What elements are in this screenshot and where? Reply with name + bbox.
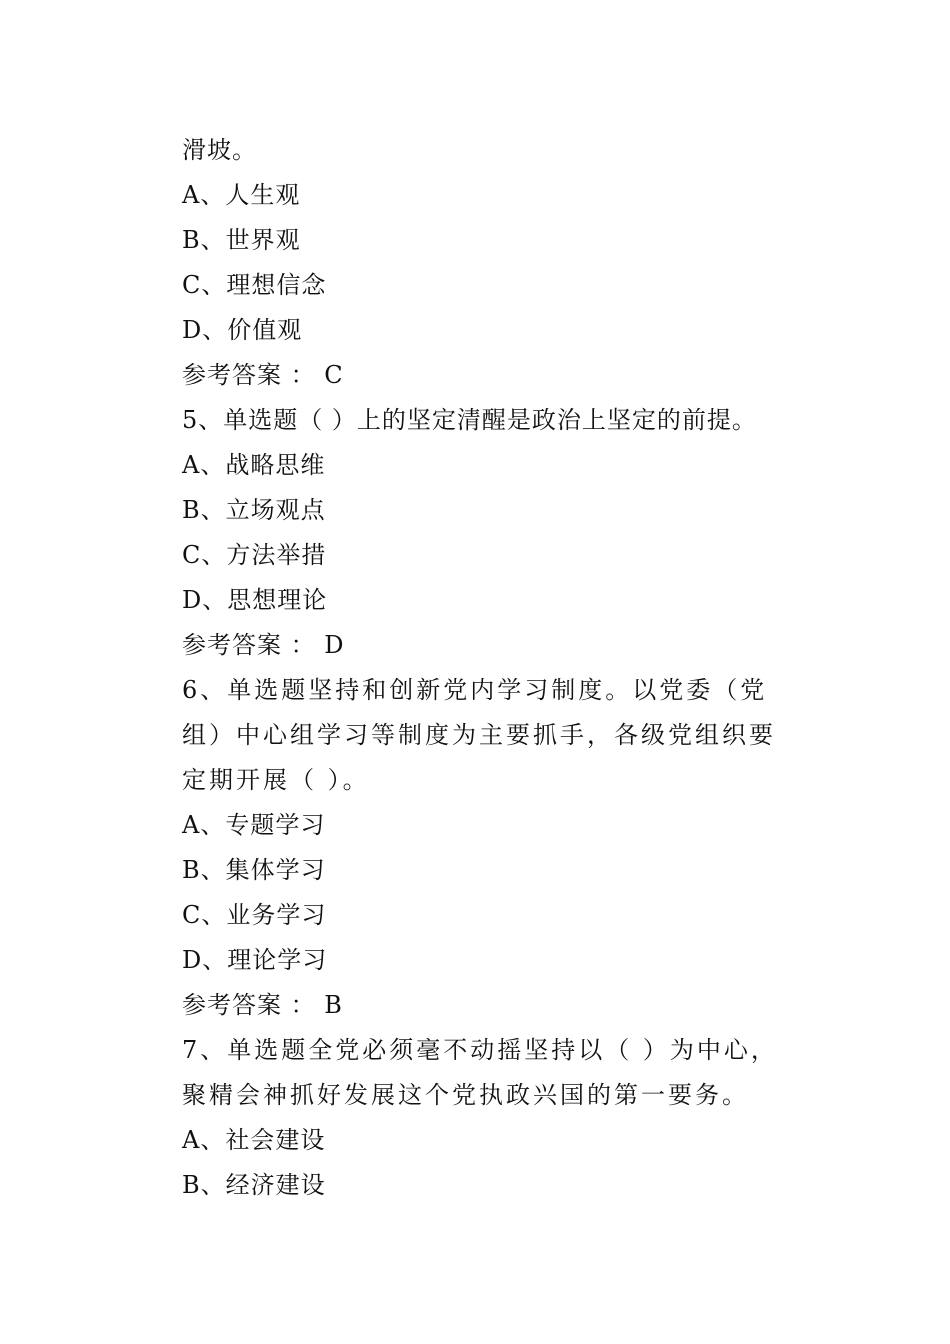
question-5-option-d: D、思想理论 [182, 586, 328, 614]
question-5-option-b: B、立场观点 [182, 496, 326, 524]
question-5-option-a: A、战略思维 [182, 451, 326, 479]
question-6-stem: 6、单选题坚持和创新党内学习制度。以党委（党组）中心组学习等制度为主要抓手，各级党组织要定期开展（ ）。 [182, 676, 776, 794]
document-page [182, 128, 782, 1208]
question-6-option-a: A、专题学习 [182, 811, 326, 839]
question-4-answer: 参考答案 ： C [182, 361, 344, 389]
question-4-option-c: C、理想信念 [182, 271, 327, 299]
question-7-option-a: A、社会建设 [182, 1126, 326, 1154]
question-6-option-c: C、业务学习 [182, 901, 327, 929]
question-6-option-d: D、理论学习 [182, 946, 328, 974]
question-5-option-c: C、方法举措 [182, 541, 327, 569]
question-4-option-a: A、人生观 [182, 181, 301, 209]
question-4-option-d: D、价值观 [182, 316, 303, 344]
question-5-answer: 参考答案 ： D [182, 631, 345, 659]
question-7-option-b: B、经济建设 [182, 1171, 326, 1199]
question-4-option-b: B、世界观 [182, 226, 301, 254]
question-5-stem: 5、单选题（ ）上的坚定清醒是政治上坚定的前提。 [182, 406, 757, 434]
question-7-stem: 7、单选题全党必须毫不动摇坚持以（ ）为中心，聚精会神抓好发展这个党执政兴国的第一要务。 [182, 1036, 778, 1109]
question-4-stem-tail: 滑坡。 [182, 136, 257, 164]
question-6-option-b: B、集体学习 [182, 856, 326, 884]
question-6-answer: 参考答案 ： B [182, 991, 343, 1019]
